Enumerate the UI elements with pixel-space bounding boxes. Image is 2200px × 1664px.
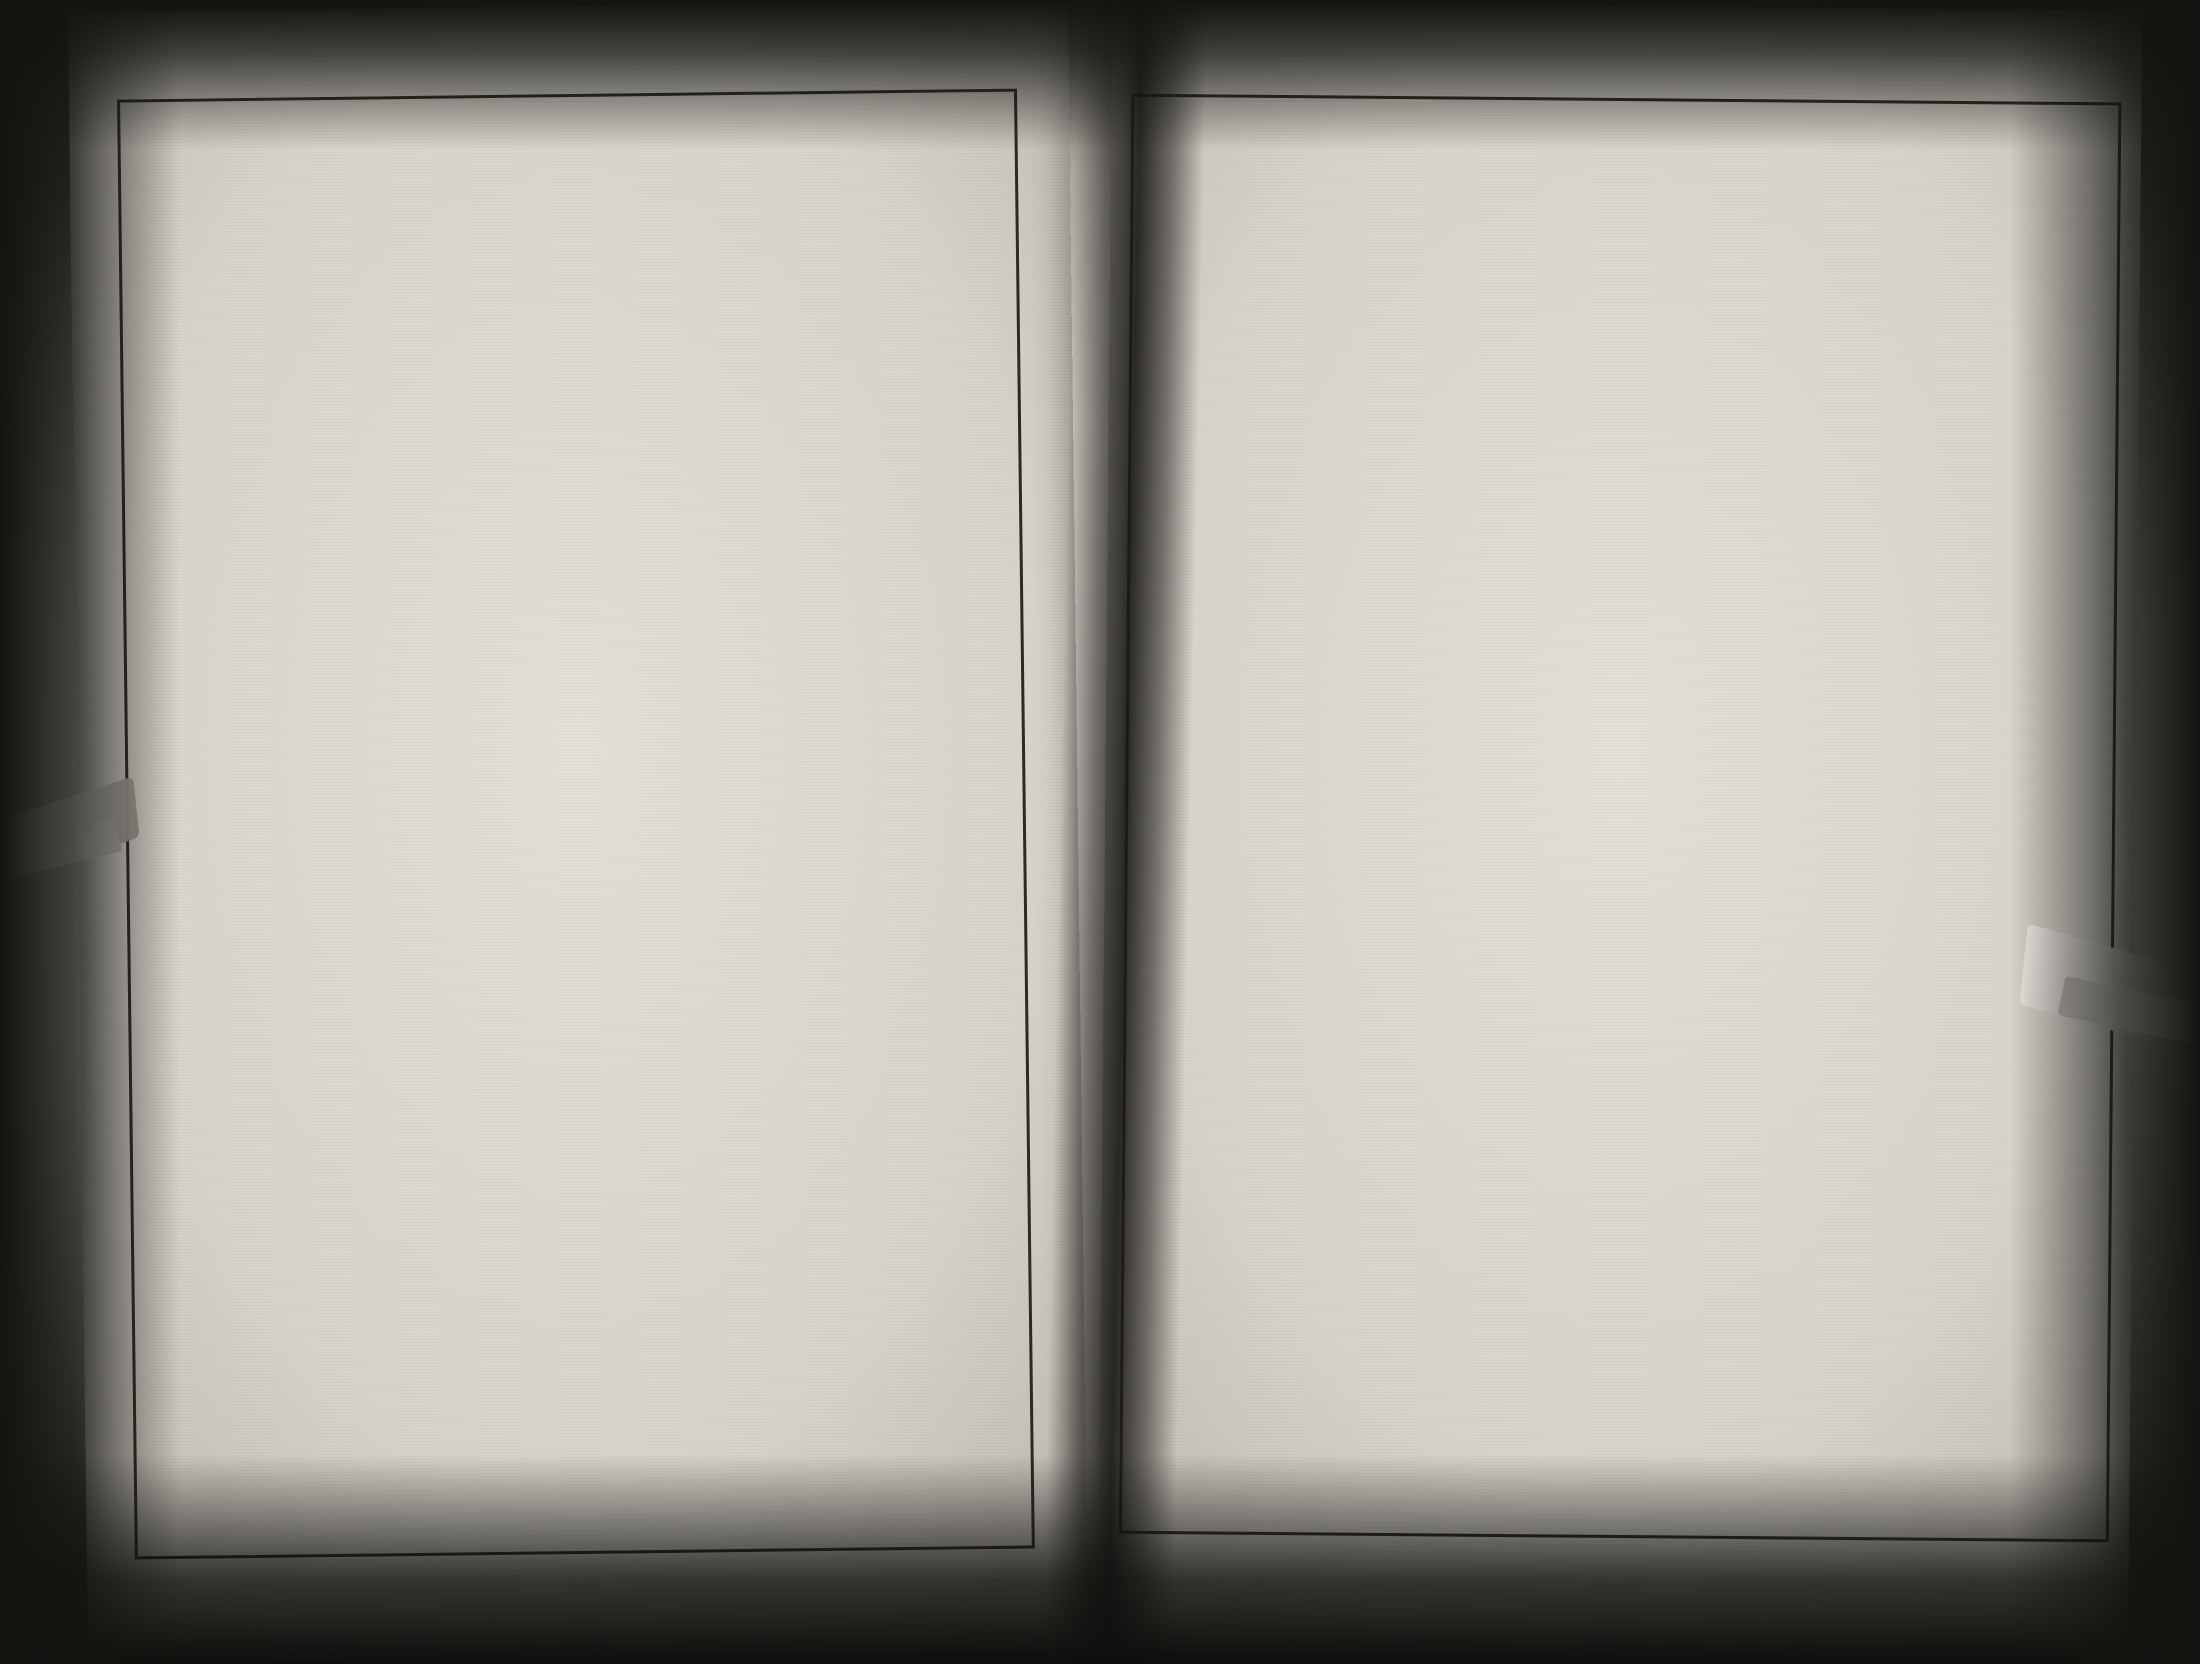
left-page [68, 0, 1088, 1662]
right-page [1098, 2, 2142, 1661]
left-register-table [117, 89, 1035, 1560]
right-register-table [1119, 94, 2122, 1543]
